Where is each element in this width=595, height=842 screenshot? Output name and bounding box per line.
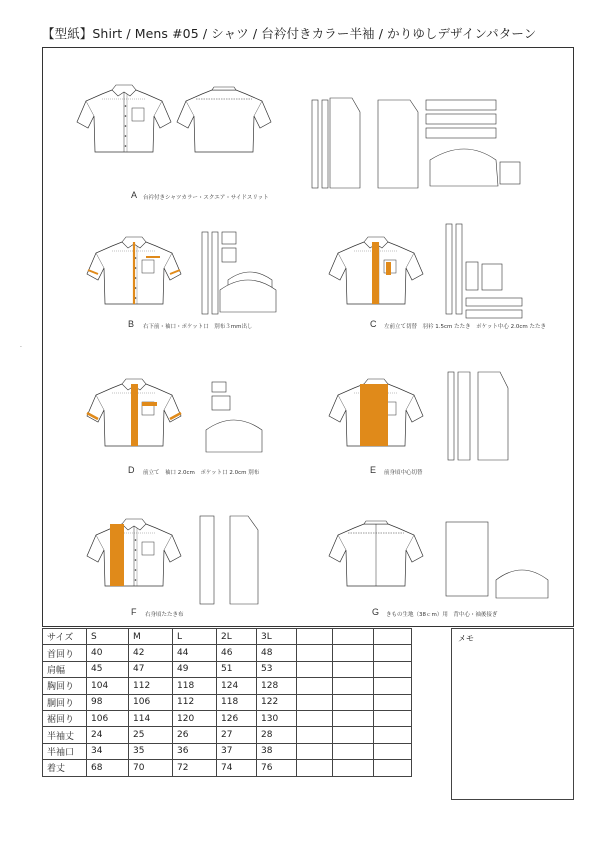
size-value-cell: 42 bbox=[129, 645, 173, 661]
size-measure-label: 半袖口 bbox=[43, 743, 87, 759]
size-value-cell: 48 bbox=[257, 645, 297, 661]
f-panel-accent bbox=[110, 524, 124, 586]
size-value-cell: 70 bbox=[129, 760, 173, 776]
size-value-cell: 25 bbox=[129, 727, 173, 743]
pattern-pieces-b bbox=[202, 232, 276, 314]
size-value-cell bbox=[333, 678, 374, 694]
e-center-accent bbox=[360, 384, 388, 446]
size-value-cell bbox=[374, 743, 412, 759]
size-value-cell bbox=[374, 661, 412, 677]
size-measure-label: 半袖丈 bbox=[43, 727, 87, 743]
size-table-row bbox=[43, 645, 412, 661]
size-value-cell: 76 bbox=[257, 760, 297, 776]
size-value-cell bbox=[297, 678, 333, 694]
size-value-cell: 68 bbox=[87, 760, 129, 776]
size-value-cell bbox=[374, 727, 412, 743]
size-value-cell bbox=[374, 760, 412, 776]
variant-d-caption: 前立て 袖口 2.0cm ポケット口 2.0cm 別布 bbox=[143, 470, 260, 476]
size-value-cell: 47 bbox=[129, 661, 173, 677]
size-header-cell bbox=[333, 629, 374, 645]
size-value-cell: 118 bbox=[173, 678, 217, 694]
pattern-pieces-f bbox=[200, 516, 258, 604]
size-value-cell: 24 bbox=[87, 727, 129, 743]
size-value-cell: 53 bbox=[257, 661, 297, 677]
size-table-row bbox=[43, 694, 412, 710]
size-value-cell bbox=[333, 743, 374, 759]
d-placket-accent bbox=[131, 384, 138, 446]
size-value-cell bbox=[297, 645, 333, 661]
variant-a-letter: A bbox=[131, 190, 138, 200]
size-value-cell bbox=[297, 694, 333, 710]
size-value-cell bbox=[374, 645, 412, 661]
size-value-cell bbox=[297, 760, 333, 776]
size-value-cell: 40 bbox=[87, 645, 129, 661]
pattern-pieces-e bbox=[448, 372, 508, 460]
size-value-cell: 112 bbox=[173, 694, 217, 710]
size-header-cell: L bbox=[173, 629, 217, 645]
size-measure-label: 裾回り bbox=[43, 710, 87, 726]
variant-a-caption: 台衿付きシャツカラー・スクエア・サイドスリット bbox=[143, 195, 269, 201]
size-value-cell: 36 bbox=[173, 743, 217, 759]
size-value-cell bbox=[333, 727, 374, 743]
memo-label: メモ bbox=[458, 634, 474, 643]
size-measure-label: 胸回り bbox=[43, 678, 87, 694]
size-value-cell: 46 bbox=[217, 645, 257, 661]
variant-b-letter: B bbox=[128, 319, 135, 329]
size-value-cell: 26 bbox=[173, 727, 217, 743]
page-title: 【型紙】Shirt / Mens #05 / シャツ / 台衿付きカラー半袖 / かりゆしデザインパターン bbox=[42, 26, 537, 41]
size-header-cell: 2L bbox=[217, 629, 257, 645]
variant-b-caption: 右下前・袖口・ポケット口 別布３mm出し bbox=[143, 324, 253, 330]
size-measure-label: 着丈 bbox=[43, 760, 87, 776]
variant-g-caption: きもの生地（38ｃm）用 背中心・袖後接ぎ bbox=[386, 612, 498, 618]
variant-c-letter: C bbox=[370, 319, 377, 329]
size-value-cell bbox=[297, 661, 333, 677]
size-value-cell bbox=[374, 710, 412, 726]
size-table-row bbox=[43, 710, 412, 726]
size-value-cell bbox=[297, 710, 333, 726]
size-table-row bbox=[43, 661, 412, 677]
size-header-cell bbox=[374, 629, 412, 645]
size-value-cell: 74 bbox=[217, 760, 257, 776]
variant-f-caption: 右身頃たたき布 bbox=[145, 612, 184, 618]
variant-e-letter: E bbox=[370, 465, 377, 475]
pattern-pieces-d bbox=[206, 382, 262, 452]
size-value-cell: 45 bbox=[87, 661, 129, 677]
size-table-row bbox=[43, 743, 412, 759]
size-value-cell: 38 bbox=[257, 743, 297, 759]
size-value-cell: 98 bbox=[87, 694, 129, 710]
size-value-cell: 120 bbox=[173, 710, 217, 726]
size-value-cell: 44 bbox=[173, 645, 217, 661]
size-value-cell: 51 bbox=[217, 661, 257, 677]
size-value-cell bbox=[333, 710, 374, 726]
size-value-cell: 128 bbox=[257, 678, 297, 694]
size-value-cell bbox=[333, 760, 374, 776]
size-value-cell bbox=[333, 645, 374, 661]
size-value-cell: 49 bbox=[173, 661, 217, 677]
size-header-cell: S bbox=[87, 629, 129, 645]
stray-mark: . bbox=[20, 342, 22, 349]
size-value-cell: 118 bbox=[217, 694, 257, 710]
size-value-cell: 124 bbox=[217, 678, 257, 694]
variant-c-caption: 左前立て切替 羽衿 1.5cm たたき ポケット中心 2.0cm たたき bbox=[384, 324, 546, 330]
size-value-cell: 72 bbox=[173, 760, 217, 776]
size-header-cell: 3L bbox=[257, 629, 297, 645]
size-value-cell: 130 bbox=[257, 710, 297, 726]
size-measure-label: 肩幅 bbox=[43, 661, 87, 677]
size-measure-label: 首回り bbox=[43, 645, 87, 661]
size-table bbox=[42, 628, 412, 777]
d-pocket-accent bbox=[142, 402, 157, 406]
size-value-cell: 104 bbox=[87, 678, 129, 694]
pattern-pieces-g bbox=[446, 522, 548, 598]
size-value-cell: 37 bbox=[217, 743, 257, 759]
size-value-cell: 28 bbox=[257, 727, 297, 743]
variant-f-letter: F bbox=[131, 607, 137, 617]
size-value-cell: 112 bbox=[129, 678, 173, 694]
c-placket-accent bbox=[372, 242, 379, 304]
variant-e-caption: 前身頃中心切替 bbox=[384, 470, 423, 476]
size-value-cell: 126 bbox=[217, 710, 257, 726]
size-value-cell: 106 bbox=[129, 694, 173, 710]
size-value-cell: 106 bbox=[87, 710, 129, 726]
pattern-pieces-c bbox=[446, 224, 522, 318]
size-value-cell bbox=[297, 743, 333, 759]
size-value-cell: 35 bbox=[129, 743, 173, 759]
size-value-cell bbox=[374, 678, 412, 694]
size-value-cell: 114 bbox=[129, 710, 173, 726]
c-pocket-accent bbox=[386, 262, 391, 275]
size-table-row bbox=[43, 760, 412, 776]
size-value-cell bbox=[333, 661, 374, 677]
size-header-cell: サイズ bbox=[43, 629, 87, 645]
variant-g-letter: G bbox=[372, 607, 380, 617]
size-table-header-row bbox=[43, 629, 412, 645]
size-measure-label: 胴回り bbox=[43, 694, 87, 710]
size-value-cell: 34 bbox=[87, 743, 129, 759]
size-header-cell: M bbox=[129, 629, 173, 645]
size-value-cell: 27 bbox=[217, 727, 257, 743]
size-value-cell: 122 bbox=[257, 694, 297, 710]
size-value-cell bbox=[333, 694, 374, 710]
size-table-row bbox=[43, 727, 412, 743]
size-value-cell bbox=[297, 727, 333, 743]
size-header-cell bbox=[297, 629, 333, 645]
pattern-pieces-a bbox=[312, 98, 520, 188]
size-table-row bbox=[43, 678, 412, 694]
memo-box bbox=[451, 628, 574, 800]
variant-d-letter: D bbox=[128, 465, 135, 475]
size-value-cell bbox=[374, 694, 412, 710]
